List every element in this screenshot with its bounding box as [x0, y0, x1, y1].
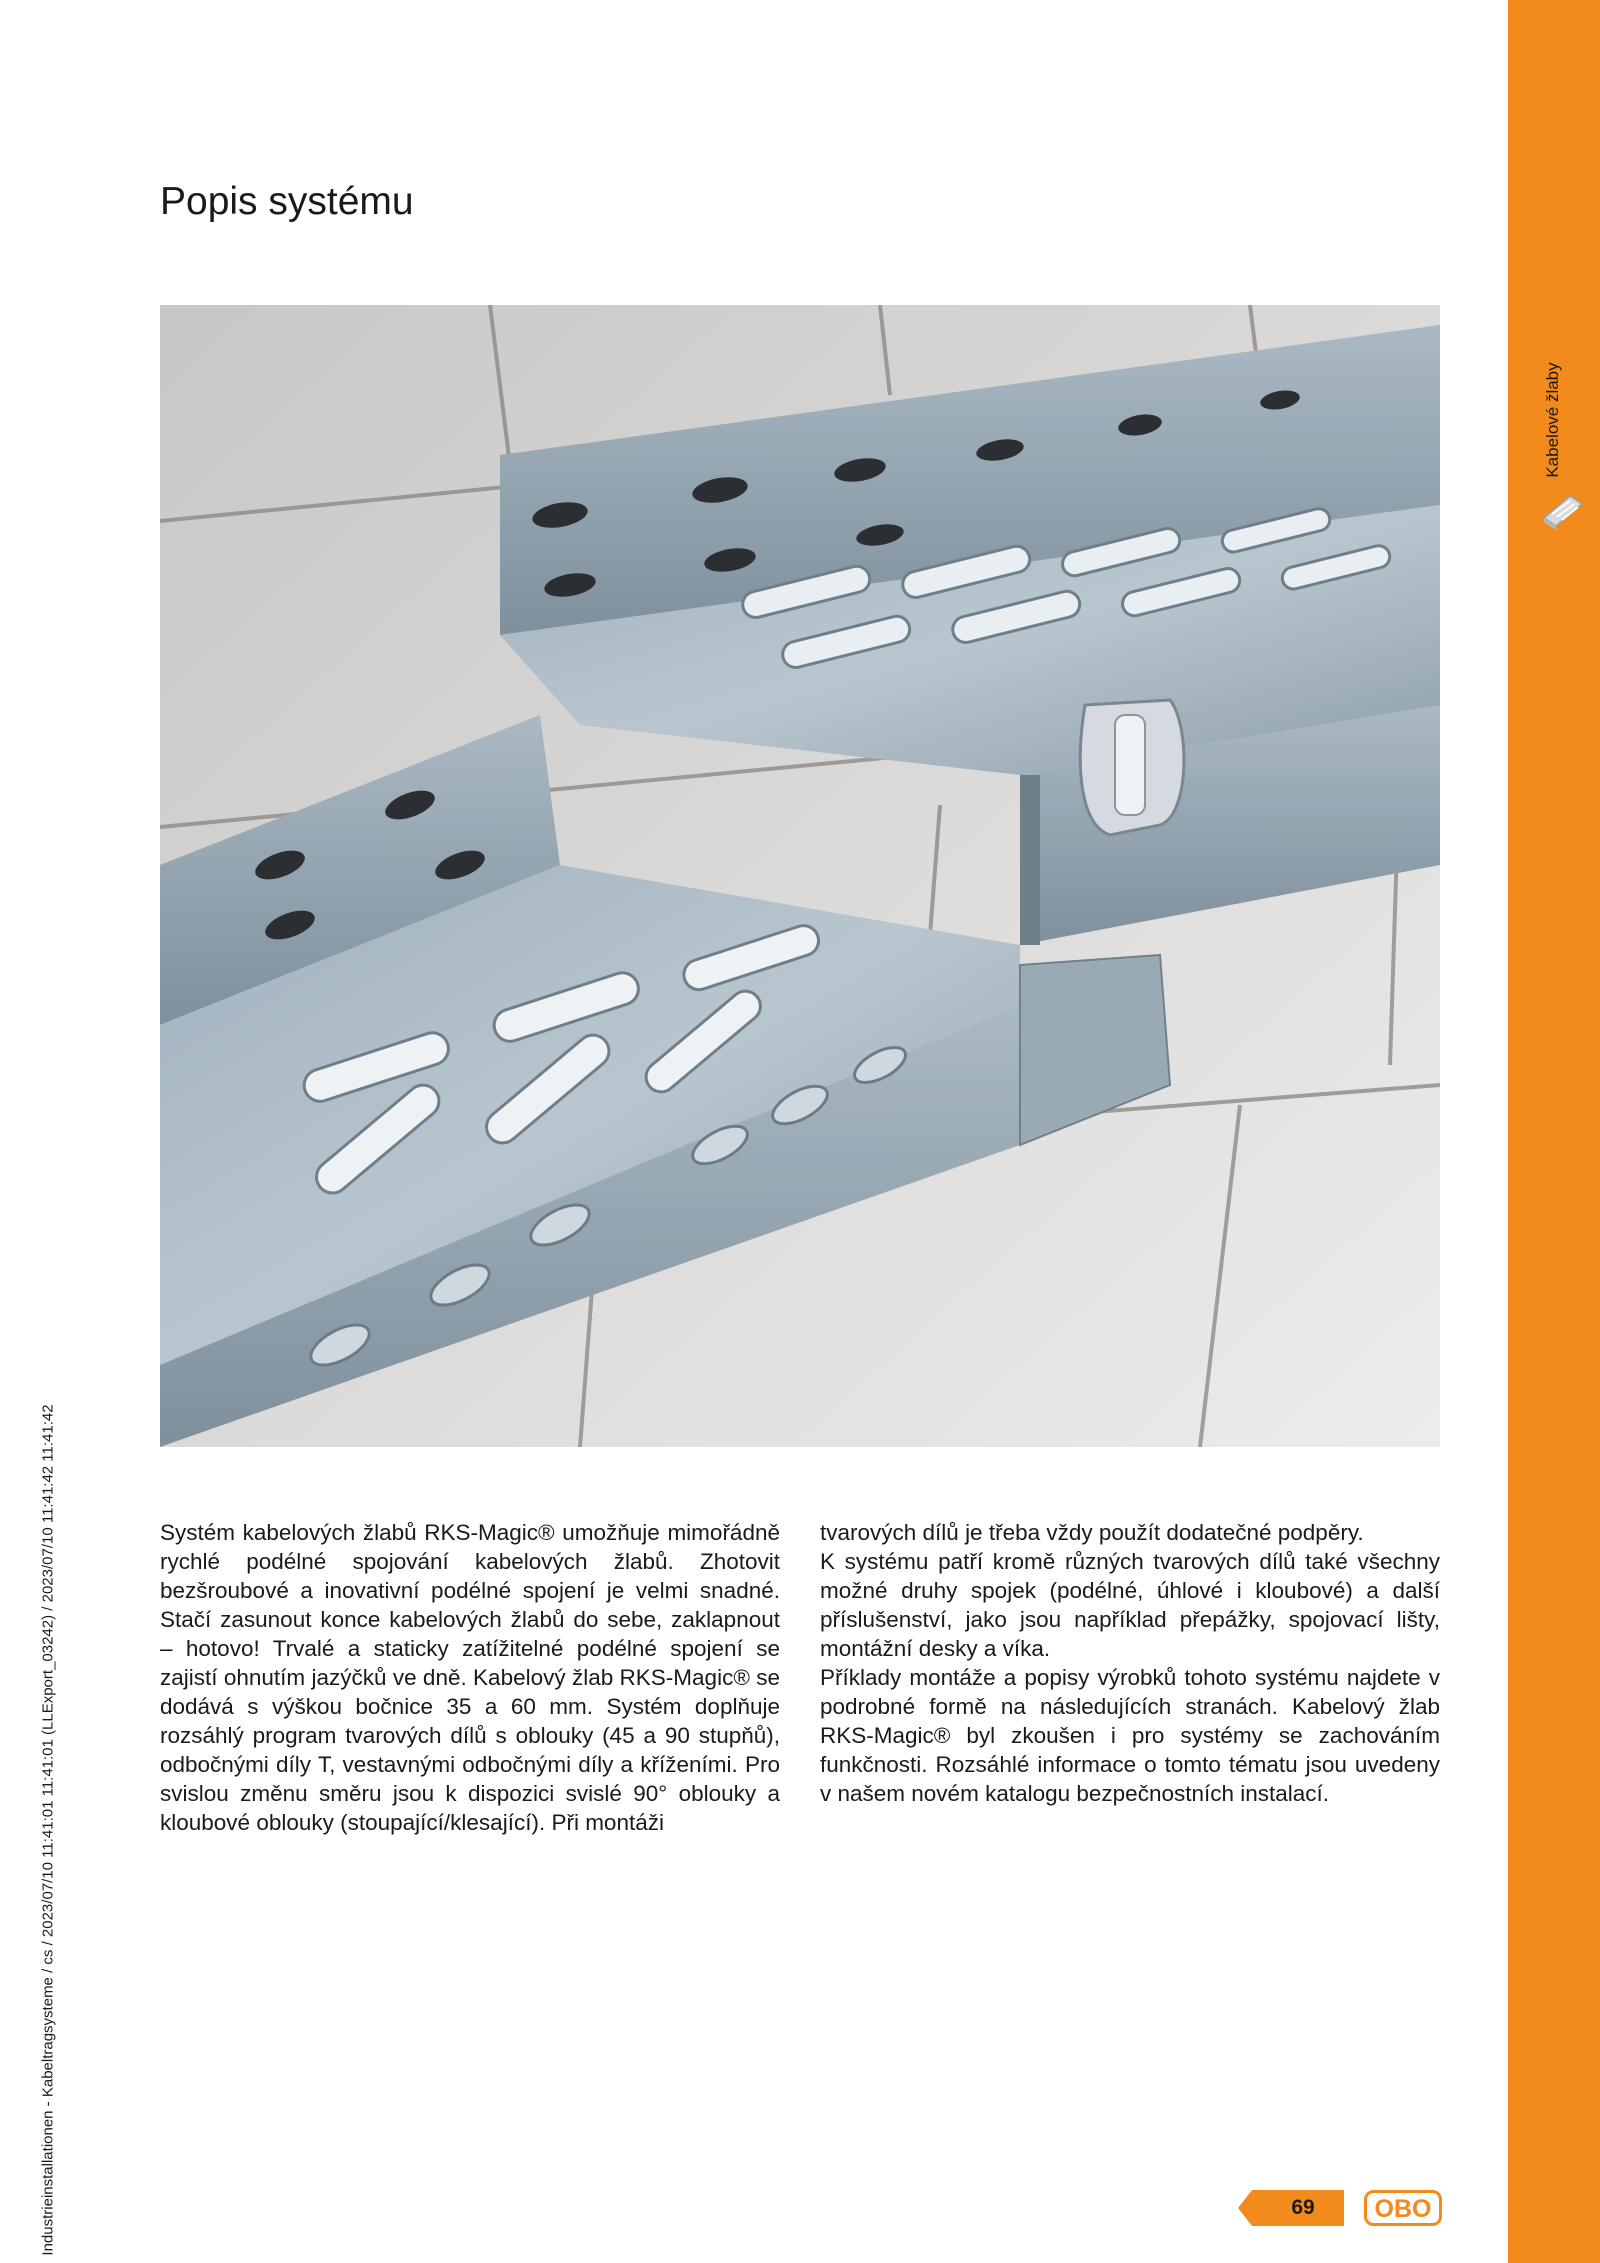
side-tab-label: Kabelové žlaby — [1543, 362, 1562, 478]
body-text-left: Systém kabelových žlabů RKS-Magic® umožňuje mimořádně rychlé podélné spojování kabelových žlabů. Zhotovit bezšroubové a inovativní podélné spojení je velmi snadné. Stačí zasunout konce kabelových žlabů do sebe, zaklapnout – hotovo! Trvalé a staticky zatížitelné podélné spojení se zajistí ohnutím jazýčků ve dně. Kabelový žlab RKS-Magic® se dodává s výškou bočnice 35 a 60 mm. Systém doplňuje rozsáhlý program tvarových dílů s oblouky (45 a 90 stupňů), odbočnými díly T, vestavnými odbočnými díly a kříženími. Pro svislou změnu směru jsou k dispozici svislé 90° oblouky a kloubové oblouky (stoupající/klesající). Při montáži — [160, 1520, 780, 1835]
logo-text: OBO — [1374, 2195, 1432, 2223]
page-number: 69 — [1291, 2196, 1315, 2219]
footer-meta: Industrieinstallationen - Kabeltragsysteme / cs / 2023/07/10 11:41:01 11:41:01 (LLExport_03242) / 2023/07/10 11:41:42 11:41:42 — [39, 1404, 57, 2256]
product-photo — [160, 305, 1440, 1447]
obo-logo — [1364, 2190, 1442, 2226]
cable-tray-icon — [1540, 488, 1586, 534]
side-tab-bar — [1508, 0, 1600, 2263]
body-paragraph: Příklady montáže a popisy výrobků tohoto systému najdete v podrobné formě na následujících stranách. Kabelový žlab RKS-Magic® byl zkoušen i pro systémy se zachováním funkčnosti. Rozsáhlé informace o tomto tématu jsou uvedeny v našem novém katalogu bezpečnostních instalací. — [820, 1665, 1440, 1806]
body-paragraph: tvarových dílů je třeba vždy použít dodatečné podpěry. — [820, 1520, 1364, 1545]
page-title: Popis systému — [160, 180, 414, 223]
body-paragraph: K systému patří kromě různých tvarových dílů také všechny možné druhy spojek (podélné, úhlové i kloubové) a další příslušenství, jako jsou například přepážky, spojovací lišty, montážní desky a víka. — [820, 1549, 1440, 1661]
body-text-right — [820, 1518, 1440, 1808]
